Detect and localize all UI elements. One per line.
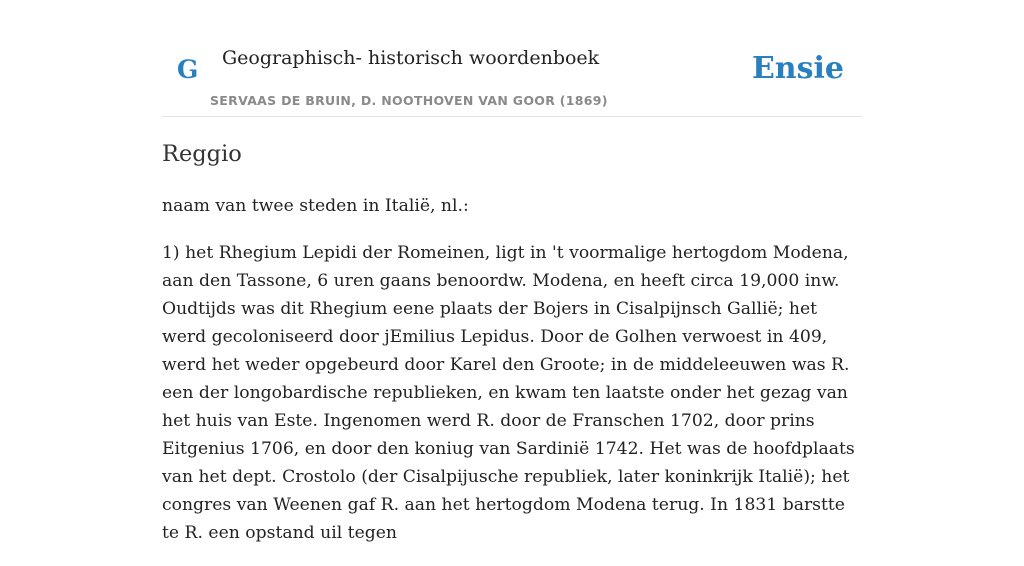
book-author: SERVAAS DE BRUIN, D. NOOTHOVEN VAN GOOR (1869) <box>210 93 608 108</box>
site-header <box>162 0 862 117</box>
entry-definition-paragraph: 1) het Rhegium Lepidi der Romeinen, ligt in 't voormalige hertogdom Modena, aan den Tassone, 6 uren gaans benoordw. Modena, en heeft circa 19,000 inw. Oudtijds was dit Rhegium eene plaats der Bojers in Cisalpijnsch Gallië; het werd gecoloniseerd door jEmilius Lepidus. Door de Golhen verwoest in 409, werd het weder opgebeurd door Karel den Groote; in de middeleeuwen was R. een der longobardische republieken, en kwam ten laatste onder het gezag van het huis van Este. Ingenomen werd R. door de Franschen 1702, door prins Eitgenius 1706, en door den koniug van Sardinië 1742. Het was de hoofdplaats van het dept. Crostolo (der Cisalpijusche republiek, later koninkrijk Italië); het congres van Weenen gaf R. aan het hertogdom Modena terug. In 1831 barstte te R. een opstand uil tegen <box>162 243 855 543</box>
entry-title: Reggio <box>162 141 242 167</box>
entry-body <box>162 192 862 566</box>
entry-intro-paragraph: naam van twee steden in Italië, nl.: <box>162 196 469 216</box>
book-logo-icon[interactable]: G <box>177 55 199 84</box>
ensie-logo[interactable]: Ensie <box>751 51 844 86</box>
book-title-link[interactable]: Geographisch- historisch woordenboek <box>222 47 600 69</box>
